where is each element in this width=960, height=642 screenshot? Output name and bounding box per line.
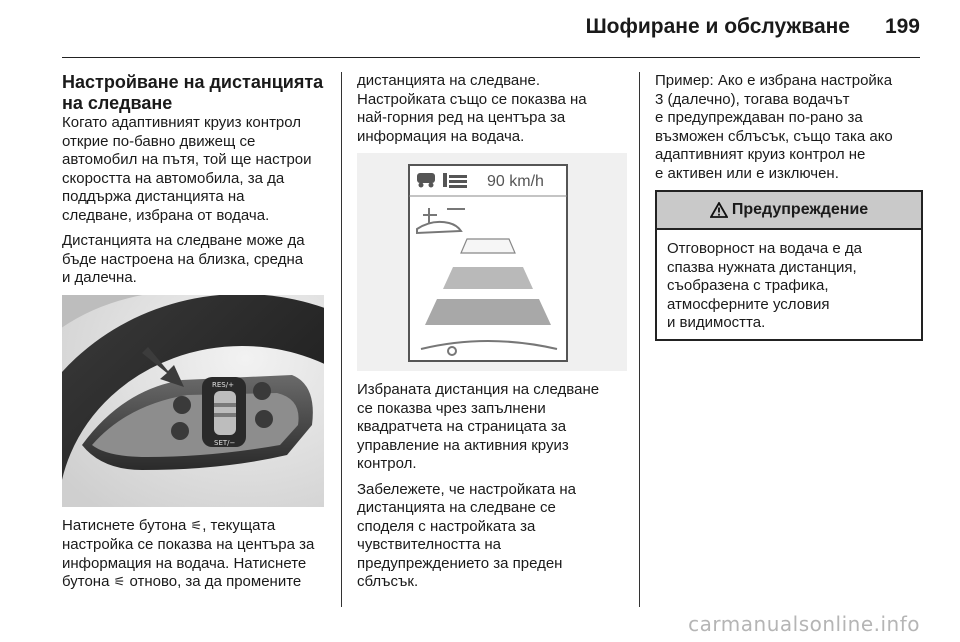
driver-info-display-figure (357, 153, 627, 371)
text-line: дистанцията на следване. (357, 72, 541, 89)
text-line: следване, избрана от водача. (62, 206, 270, 224)
text-line: Забележете, че настройката на (357, 480, 576, 498)
col3-paragraph-1 (655, 72, 923, 183)
page-number: 199 (884, 15, 920, 38)
warning-header (657, 192, 921, 230)
warning-text (667, 240, 911, 333)
text-line: споделя с настройката за (357, 517, 536, 535)
display-speed: 90 km/h (487, 173, 544, 190)
text-line: сблъсък. (357, 573, 419, 590)
text-line: адаптивният круиз контрол не (655, 146, 866, 163)
text-line: най-горния ред на центъра за (357, 109, 566, 126)
text-line: поддържа дистанцията на (62, 188, 245, 205)
page-header (0, 0, 960, 58)
text-line: скоростта на автомобила, за да (62, 169, 285, 187)
text-line: 3 (далечно), тогава водачът (655, 90, 850, 108)
text-line: Натиснете бутона (62, 516, 187, 534)
header-rule (62, 57, 920, 58)
text-line: и далечна. (62, 269, 137, 286)
text-line: съобразена с трафика, (667, 277, 829, 294)
distance-button-icon: ⚟ (113, 575, 126, 590)
text-line: се показва чрез запълнени (357, 399, 546, 417)
text-line: информация на водача. (357, 127, 525, 145)
text-line: настройка се показва на центъра за (62, 536, 315, 553)
text-line: отново, за да промените (129, 573, 302, 590)
section-title: Шофиране и обслужване (585, 15, 850, 38)
text-line: Пример: Ако е избрана настройка (655, 72, 893, 89)
text-line: атмосферните условия (667, 295, 830, 313)
text-line: е активен или е изключен. (655, 164, 839, 182)
text-line: управление на активния круиз (357, 436, 569, 454)
text-line: чувствителността на (357, 536, 501, 553)
text-line: , текущата (202, 516, 276, 534)
warning-box (655, 190, 923, 341)
steering-wheel-photo (62, 295, 324, 507)
col1-paragraph-3 (62, 517, 334, 593)
column-divider (341, 72, 342, 607)
heading-line-1: Настройване на дистанцията (62, 72, 324, 92)
warning-triangle-icon (710, 202, 728, 218)
text-line: възможен сблъсък, също така ако (655, 127, 893, 145)
steering-wheel-illustration (62, 295, 324, 507)
text-line: е предупреждаван по-рано за (655, 109, 863, 126)
text-line: дистанцията на следване се (357, 499, 556, 516)
warning-title: Предупреждение (731, 201, 869, 218)
acc-display-illustration (357, 153, 627, 371)
section-heading (62, 72, 334, 114)
col2-paragraph-1 (357, 72, 627, 146)
column-1 (62, 72, 334, 600)
text-line: Настройката също се показва на (357, 90, 587, 108)
column-3 (655, 72, 923, 341)
col1-paragraph-1 (62, 114, 334, 225)
watermark: carmanualsonline.info (688, 612, 920, 636)
set-label: SET/− (214, 438, 236, 447)
column-divider (639, 72, 640, 607)
text-line: спазва нужната дистанция, (667, 258, 857, 276)
text-line: бъде настроена на близка, средна (62, 250, 304, 268)
text-line: Дистанцията на следване може да (62, 232, 305, 249)
text-line: контрол. (357, 455, 417, 472)
col2-paragraph-2 (357, 381, 627, 474)
res-label: RES/+ (212, 380, 234, 389)
text-line: и видимостта. (667, 314, 766, 331)
text-line: автомобил на пътя, той ще настрои (62, 151, 312, 168)
text-line: квадратчета на страницата за (357, 418, 567, 435)
text-line: Избраната дистанция на следване (357, 381, 600, 398)
col1-paragraph-2 (62, 232, 334, 288)
text-line: информация на водача. Натиснете (62, 554, 307, 572)
text-line: предупреждението за преден (357, 554, 563, 572)
col2-paragraph-3 (357, 481, 627, 592)
distance-button-icon: ⚟ (190, 518, 203, 534)
column-2 (357, 72, 627, 599)
text-line: Когато адаптивният круиз контрол (62, 114, 302, 131)
warning-body (657, 230, 921, 339)
heading-line-2: на следване (62, 93, 173, 113)
text-line: открие по-бавно движещ се (62, 132, 256, 150)
text-line: бутона (62, 573, 110, 590)
distance-bars-icon (443, 173, 467, 188)
text-line: Отговорност на водача е да (667, 240, 862, 257)
